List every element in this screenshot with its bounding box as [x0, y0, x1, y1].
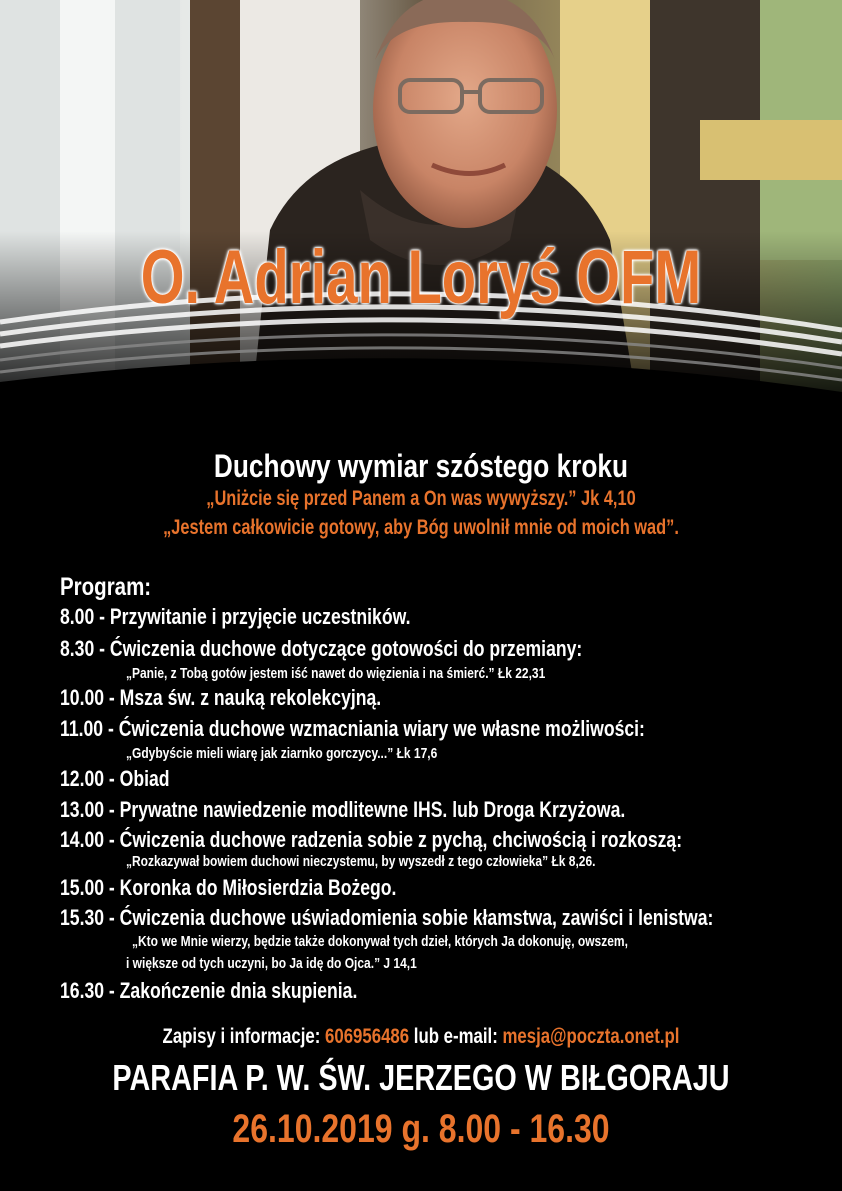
contact-label: Zapisy i informacje: — [162, 1025, 321, 1048]
program-item: 15.30 - Ćwiczenia duchowe uświadomienia sobie kłamstwa, zawiści i lenistwa: — [60, 905, 714, 930]
program-item: 13.00 - Prywatne nawiedzenie modlitewne IHS. lub Droga Krzyżowa. — [60, 797, 626, 822]
program-item-quote: „Kto we Mnie wierzy, będzie także dokonywał tych dzieł, których Ja dokonuję, owszem, — [132, 933, 628, 950]
phone-number: 606956486 — [325, 1025, 410, 1048]
step-quote: „Jestem całkowicie gotowy, aby Bóg uwolnił mnie od moich wad”. — [163, 516, 679, 539]
program-item: 10.00 - Msza św. z nauką rekolekcyjną. — [60, 685, 382, 710]
speaker-name: O. Adrian Loryś OFM — [140, 235, 702, 320]
program-item: 8.00 - Przywitanie i przyjęcie uczestników. — [60, 604, 411, 629]
program-item: 16.30 - Zakończenie dnia skupienia. — [60, 978, 358, 1003]
email-label: lub e-mail: — [413, 1025, 498, 1048]
program-item-quote: „Rozkazywał bowiem duchowi nieczystemu, by wyszedł z tego człowieka” Łk 8,26. — [126, 853, 596, 870]
program-item: 15.00 - Koronka do Miłosierdzia Bożego. — [60, 875, 397, 900]
program-label: Program: — [60, 573, 152, 601]
program-item-quote-continued: i większe od tych uczyni, bo Ja idę do Ojca.” J 14,1 — [126, 955, 417, 972]
event-date: 26.10.2019 g. 8.00 - 16.30 — [232, 1107, 610, 1151]
priest-portrait-photo — [0, 0, 842, 420]
email-address: mesja@poczta.onet.pl — [502, 1025, 680, 1048]
event-title: Duchowy wymiar szóstego kroku — [213, 448, 629, 484]
program-item: 14.00 - Ćwiczenia duchowe radzenia sobie z pychą, chciwością i rozkoszą: — [60, 827, 683, 852]
program-item-quote: „Panie, z Tobą gotów jestem iść nawet do więzienia i na śmierć.” Łk 22,31 — [126, 665, 546, 682]
contact-line — [84, 1024, 758, 1050]
bible-quote: „Uniżcie się przed Panem a On was wywyższy.” Jk 4,10 — [206, 487, 636, 510]
program-item-quote: „Gdybyście mieli wiarę jak ziarnko gorczycy...” Łk 17,6 — [126, 745, 438, 762]
program-item: 12.00 - Obiad — [60, 766, 170, 791]
parish-name: PARAFIA P. W. ŚW. JERZEGO W BIŁGORAJU — [112, 1057, 730, 1098]
program-item: 11.00 - Ćwiczenia duchowe wzmacniania wiary we własne możliwości: — [60, 716, 645, 741]
program-item: 8.30 - Ćwiczenia duchowe dotyczące gotowości do przemiany: — [60, 636, 583, 661]
